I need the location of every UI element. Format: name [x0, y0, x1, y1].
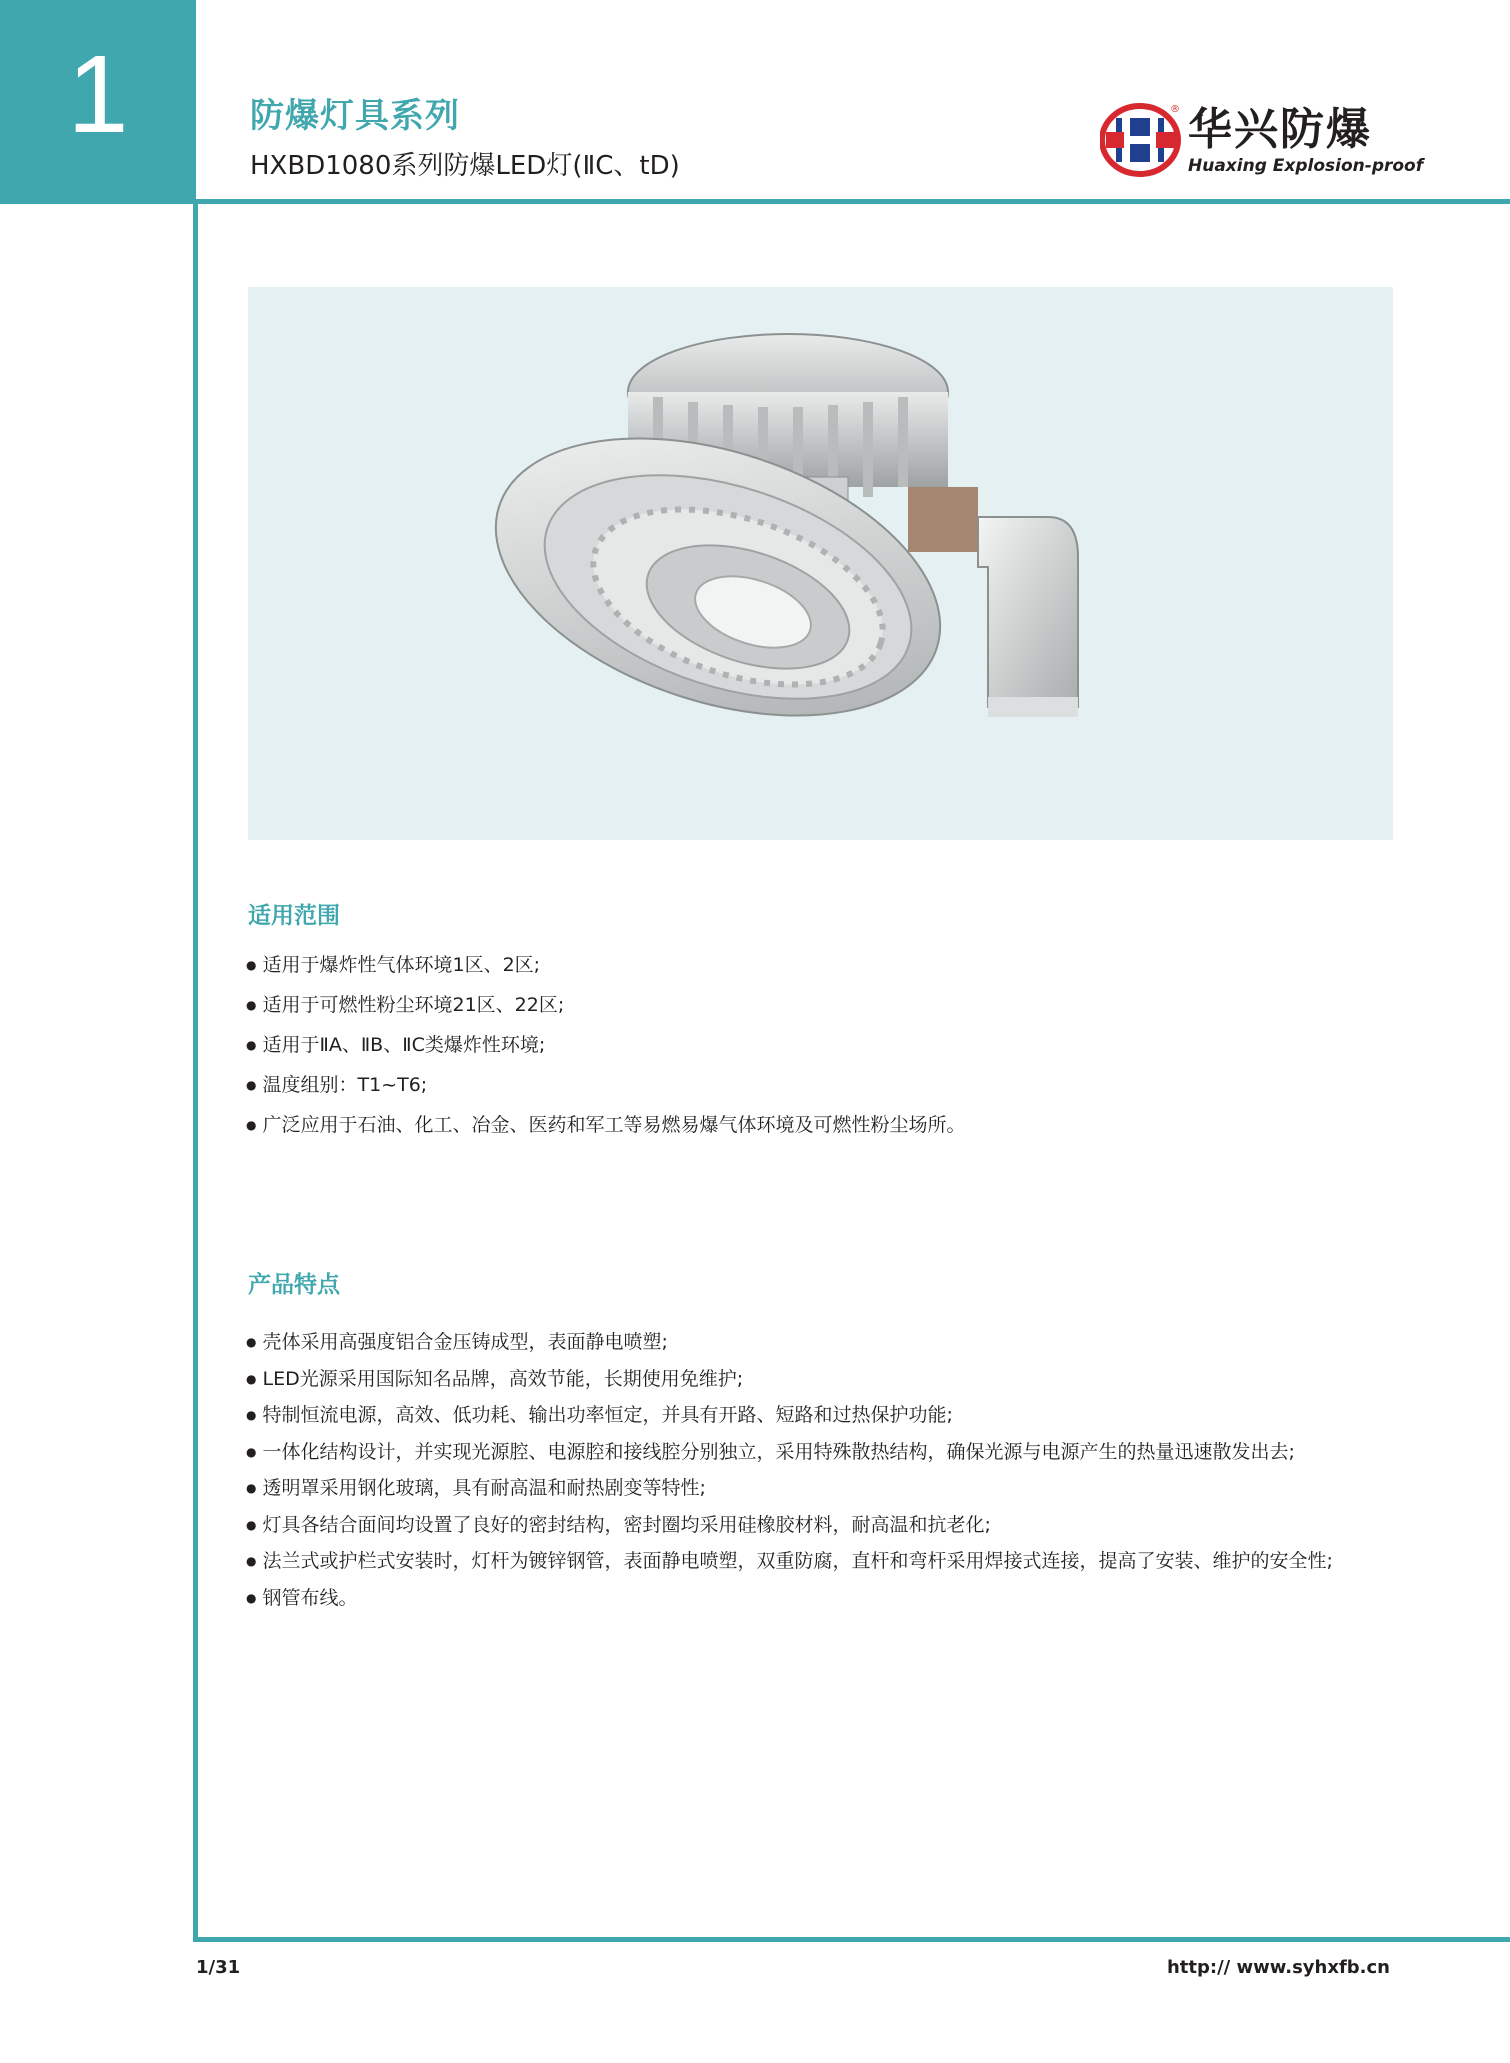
series-title: 防爆灯具系列	[250, 96, 460, 136]
list-item: ● 适用于可燃性粉尘环境21区、22区;	[246, 985, 966, 1025]
margin-rule	[193, 204, 198, 1942]
logo-name-cn: 华兴防爆	[1188, 104, 1372, 155]
list-item: ● 壳体采用高强度铝合金压铸成型，表面静电喷塑;	[246, 1324, 1333, 1361]
logo-name-en: Huaxing Explosion-proof	[1188, 156, 1424, 176]
list-item: ● 适用于ⅡA、ⅡB、ⅡC类爆炸性环境;	[246, 1025, 966, 1065]
list-item: ● 法兰式或护栏式安装时，灯杆为镀锌钢管，表面静电喷塑，双重防腐，直杆和弯杆采用焊接式连接，提高了安装、维护的安全性;	[246, 1543, 1333, 1580]
chapter-tab	[0, 0, 196, 204]
footer-rule	[193, 1937, 1510, 1942]
list-item: ● 一体化结构设计，并实现光源腔、电源腔和接线腔分别独立，采用特殊散热结构，确保光源与电源产生的热量迅速散发出去;	[246, 1434, 1333, 1471]
header-rule	[196, 199, 1510, 204]
list-item: ● 特制恒流电源，高效、低功耗、输出功率恒定，并具有开路、短路和过热保护功能;	[246, 1397, 1333, 1434]
list-item: ● 广泛应用于石油、化工、冶金、医药和军工等易燃易爆气体环境及可燃性粉尘场所。	[246, 1105, 966, 1145]
product-title: HXBD1080系列防爆LED灯(ⅡC、tD)	[250, 151, 680, 181]
list-item: ● LED光源采用国际知名品牌，高效节能，长期使用免维护;	[246, 1361, 1333, 1398]
features-heading: 产品特点	[248, 1272, 340, 1298]
features-list	[246, 1324, 1333, 1616]
list-item: ● 温度组别：T1~T6;	[246, 1065, 966, 1105]
list-item: ● 钢管布线。	[246, 1580, 1333, 1617]
chapter-number: 1	[67, 33, 129, 156]
scope-heading: 适用范围	[248, 903, 340, 929]
hx-emblem-icon	[1100, 100, 1184, 180]
website-url: http:// www.syhxfb.cn	[1166, 1957, 1390, 1978]
list-item: ● 透明罩采用钢化玻璃，具有耐高温和耐热剧变等特性;	[246, 1470, 1333, 1507]
page-number: 1/31	[196, 1957, 241, 1978]
list-item: ● 灯具各结合面间均设置了良好的密封结构，密封圈均采用硅橡胶材料，耐高温和抗老化;	[246, 1507, 1333, 1544]
product-photo-panel	[248, 287, 1393, 840]
scope-list	[246, 945, 966, 1145]
svg-text:®: ®	[1170, 104, 1180, 115]
led-lamp-image	[248, 287, 1393, 840]
company-logo	[1100, 100, 1424, 180]
list-item: ● 适用于爆炸性气体环境1区、2区;	[246, 945, 966, 985]
